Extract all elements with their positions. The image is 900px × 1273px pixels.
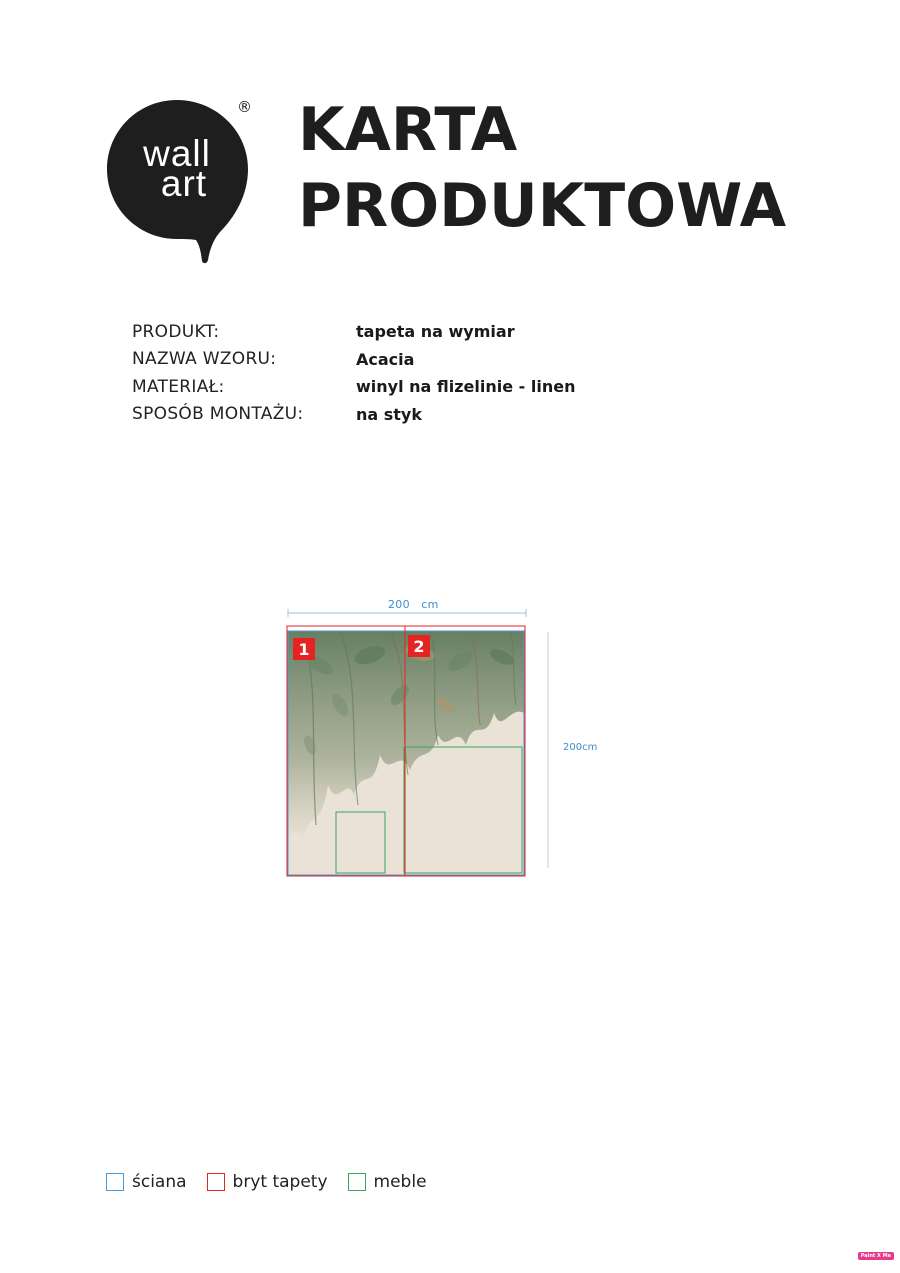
info-value: tapeta na wymiar (356, 322, 515, 342)
page-title (298, 92, 786, 244)
logo-text (106, 98, 248, 240)
wallpaper-diagram (280, 595, 610, 885)
registered-mark: ® (237, 98, 252, 116)
logo-text-art: art (160, 163, 208, 204)
info-value: Acacia (356, 349, 415, 369)
logo-text-wall: wall (143, 133, 211, 174)
corner-badge: Paint X Me (858, 1252, 894, 1260)
legend-item-wall (106, 1172, 187, 1192)
title-line-1: KARTA (298, 95, 518, 165)
info-row-mounting (132, 401, 692, 429)
panel-badge-1: 1 (293, 638, 315, 660)
legend-swatch-wallpaper (207, 1173, 225, 1191)
wallart-logo (106, 98, 252, 266)
title-line-2: PRODUKTOWA (298, 171, 787, 241)
product-info (132, 318, 692, 428)
info-label: PRODUKT: (132, 321, 220, 342)
legend-label: meble (373, 1172, 427, 1192)
wallpaper-preview (280, 595, 610, 885)
legend-label: bryt tapety (232, 1172, 328, 1192)
info-row-pattern-name (132, 346, 692, 374)
info-value: na styk (356, 404, 422, 424)
legend-swatch-furniture (348, 1173, 366, 1191)
legend-item-wallpaper (207, 1172, 328, 1192)
info-label: NAZWA WZORU: (132, 349, 277, 370)
panel-badge-2: 2 (408, 635, 430, 657)
height-dimension-label: 200cm (563, 742, 598, 753)
legend (106, 1172, 447, 1192)
legend-swatch-wall (106, 1173, 124, 1191)
legend-label: ściana (132, 1172, 187, 1192)
info-row-material (132, 373, 692, 401)
info-row-product (132, 318, 692, 346)
info-value: winyl na flizelinie - linen (356, 377, 576, 397)
info-label: SPOSÓB MONTAŻU: (132, 404, 304, 425)
info-label: MATERIAŁ: (132, 376, 225, 397)
legend-item-furniture (348, 1172, 427, 1192)
width-dimension-label: 200 cm (388, 598, 439, 611)
